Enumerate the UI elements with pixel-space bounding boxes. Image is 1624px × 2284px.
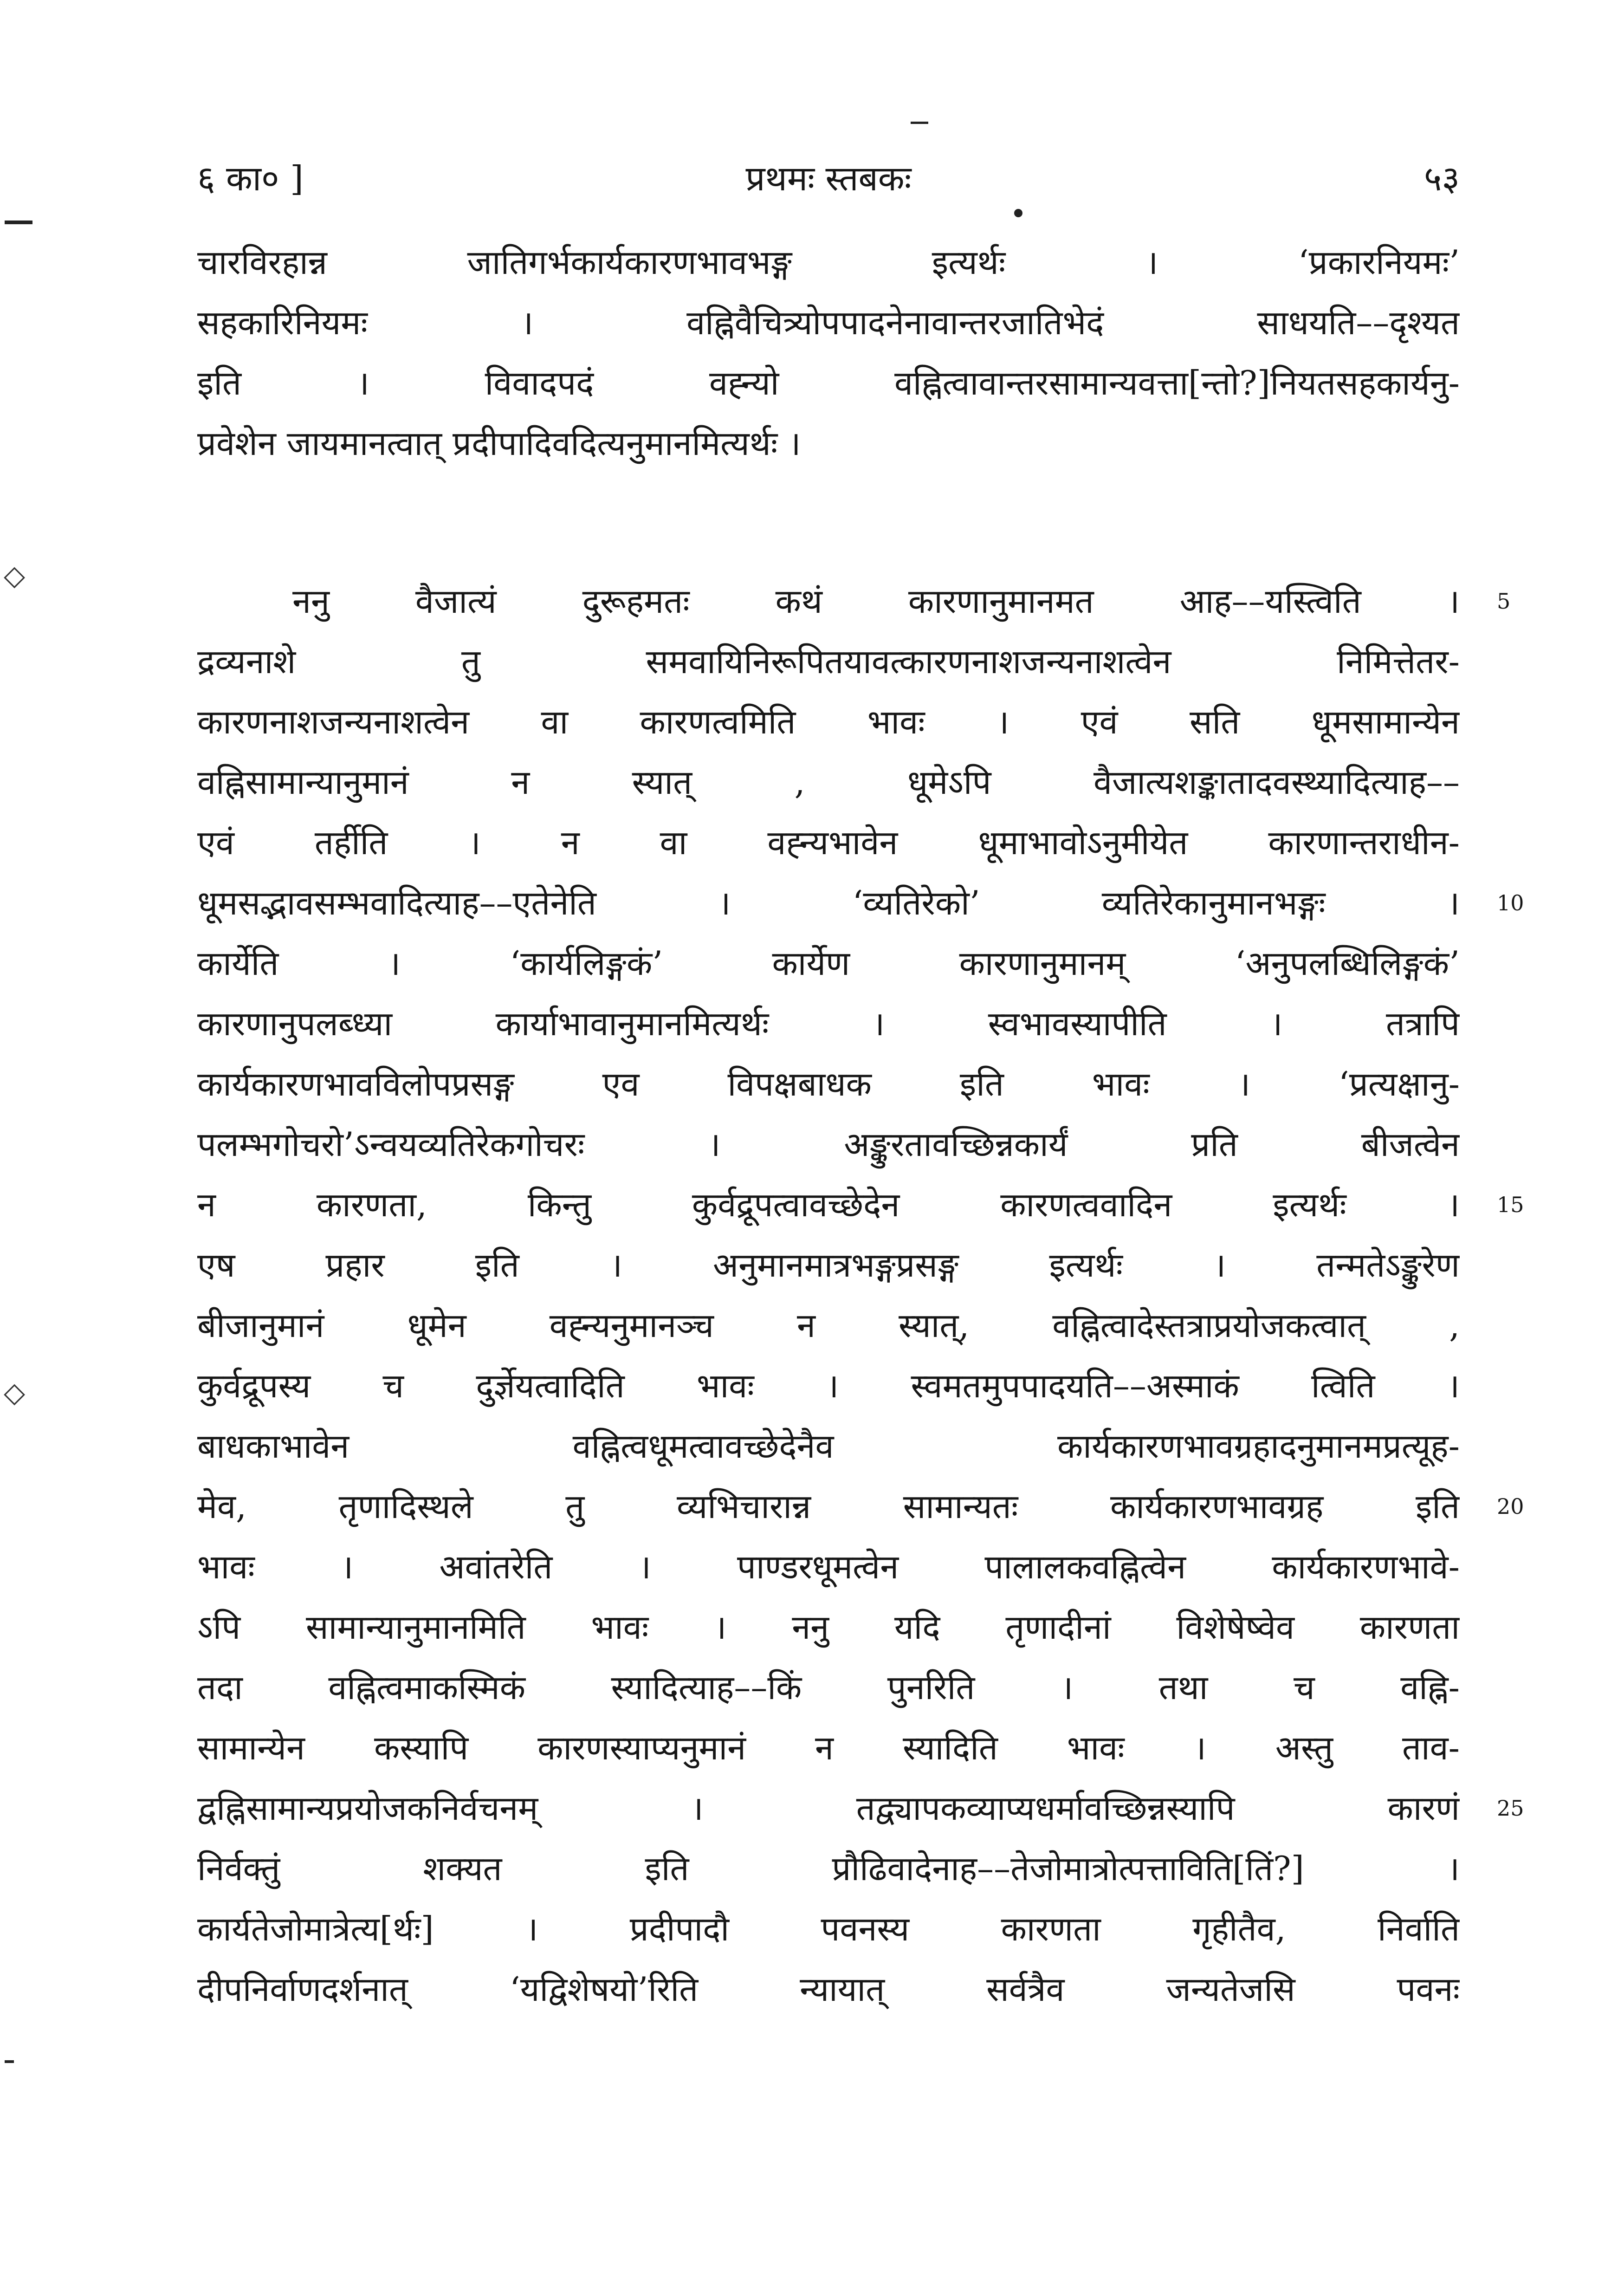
- text-line: चारविरहान्न जातिगर्भकार्यकारणभावभङ्ग इत्यर्थः । ‘प्रकारनियमः’: [197, 243, 1460, 282]
- margin-mark: ◇: [4, 559, 26, 592]
- text-line: कार्यतेजोमात्रेत्य[र्थः] । प्रदीपादौ पवनस्य कारणता गृहीतैव, निर्वाति: [197, 1909, 1460, 1948]
- margin-mark: [911, 122, 928, 124]
- text-line: ऽपि सामान्यानुमानमिति भावः । ननु यदि तृणादीनां विशेषेष्वेव कारणता: [197, 1608, 1460, 1647]
- margin-mark: [1014, 209, 1022, 217]
- text-line: द्वह्निसामान्यप्रयोजकनिर्वचनम् । तद्व्यापकव्याप्यधर्मावच्छिन्नस्यापि कारणं: [197, 1789, 1460, 1828]
- header-section-ref: ६ का० ]: [197, 159, 304, 199]
- text-line: न कारणता, किन्तु कुर्वद्रूपत्वावच्छेदेन कारणत्ववादिन इत्यर्थः ।: [197, 1185, 1460, 1224]
- margin-mark: ◇: [4, 1376, 26, 1409]
- text-line: भावः । अवांतरेति । पाण्डरधूमत्वेन पालालकवह्नित्वेन कार्यकारणभावे-: [197, 1547, 1460, 1586]
- text-line: बीजानुमानं धूमेन वह्न्यनुमानञ्च न स्यात्, वह्नित्वादेस्तत्राप्रयोजकत्वात् ,: [197, 1306, 1460, 1345]
- margin-mark: [5, 221, 32, 224]
- page-number: ५३: [1424, 159, 1460, 199]
- text-line: एष प्रहार इति । अनुमानमात्रभङ्गप्रसङ्ग इत्यर्थः । तन्मतेऽङ्कुरेण: [197, 1246, 1460, 1285]
- text-line: कार्येति । ‘कार्यलिङ्गकं’ कार्येण कारणानुमानम् ‘अनुपलब्धिलिङ्गकं’: [197, 944, 1460, 983]
- paragraph-2: [197, 571, 1460, 2019]
- text-line: धूमसद्भावसम्भवादित्याह––एतेनेति । ‘व्यतिरेको’ व्यतिरेकानुमानभङ्गः ।: [197, 883, 1460, 922]
- text-line: तदा वह्नित्वमाकस्मिकं स्यादित्याह––किं पुनरिति । तथा च वह्नि-: [197, 1668, 1460, 1707]
- text-line: पलम्भगोचरो’ऽन्वयव्यतिरेकगोचरः । अङ्कुरतावच्छिन्नकार्यं प्रति बीजत्वेन: [197, 1125, 1460, 1164]
- line-number: 20: [1497, 1494, 1524, 1519]
- running-header: [197, 153, 1460, 204]
- text-line: इति । विवादपदं वह्न्यो वह्नित्वावान्तरसामान्यवत्ता[न्तो?]नियतसहकार्यनु-: [197, 363, 1460, 402]
- text-line: प्रवेशेन जायमानत्वात् प्रदीपादिवदित्यनुमानमित्यर्थः ।: [197, 424, 801, 463]
- text-line: कुर्वद्रूपस्य च दुर्ज्ञेयत्वादिति भावः । स्वमतमुपपादयति––अस्माकं त्विति ।: [197, 1366, 1460, 1405]
- text-line: बाधकाभावेन वह्नित्वधूमत्वावच्छेदेनैव कार्यकारणभावग्रहादनुमानमप्रत्यूह-: [197, 1427, 1460, 1466]
- text-line: द्रव्यनाशे तु समवायिनिरूपितयावत्कारणनाशजन्यनाशत्वेन निमित्तेतर-: [197, 642, 1460, 681]
- line-number: 10: [1497, 890, 1524, 915]
- line-number: 25: [1497, 1796, 1524, 1821]
- text-line: कार्यकारणभावविलोपप्रसङ्ग एव विपक्षबाधक इति भावः । ‘प्रत्यक्षानु-: [197, 1064, 1460, 1103]
- text-line: मेव, तृणादिस्थले तु व्यभिचारान्न सामान्यतः कार्यकारणभावग्रह इति: [197, 1487, 1460, 1526]
- text-line: सामान्येन कस्यापि कारणस्याप्यनुमानं न स्यादिति भावः । अस्तु ताव-: [197, 1728, 1460, 1767]
- text-line: कारणानुपलब्ध्या कार्याभावानुमानमित्यर्थः । स्वभावस्यापीति । तत्रापि: [197, 1004, 1460, 1043]
- text-line: एवं तर्हीति । न वा वह्न्यभावेन धूमाभावोऽनुमीयेत कारणान्तराधीन-: [197, 823, 1460, 862]
- margin-mark: [5, 2060, 14, 2063]
- line-number: 15: [1497, 1192, 1524, 1217]
- text-line: दीपनिर्वाणदर्शनात् ‘यद्विशेषयो’रिति न्यायात् सर्वत्रैव जन्यतेजसि पवनः: [197, 1970, 1460, 2009]
- text-line: कारणनाशजन्यनाशत्वेन वा कारणत्वमिति भावः । एवं सति धूमसामान्येन: [197, 702, 1460, 741]
- text-line: सहकारिनियमः । वह्निवैचित्र्योपपादनेनावान्तरजातिभेदं साधयति––दृश्यत: [197, 303, 1460, 342]
- header-chapter-title: प्रथमः स्तबकः: [745, 159, 912, 199]
- paragraph-1: [197, 232, 1460, 474]
- text-line: ननु वैजात्यं दुरूहमतः कथं कारणानुमानमत आह––यस्त्विति ।: [292, 582, 1460, 621]
- text-line: निर्वक्तुं शक्यत इति प्रौढिवादेनाह––तेजोमात्रोत्पत्ताविति[तिं?] ।: [197, 1849, 1460, 1888]
- text-line: वह्निसामान्यानुमानं न स्यात् , धूमेऽपि वैजात्यशङ्कातादवस्थ्यादित्याह––: [197, 763, 1460, 802]
- line-number: 5: [1497, 589, 1511, 614]
